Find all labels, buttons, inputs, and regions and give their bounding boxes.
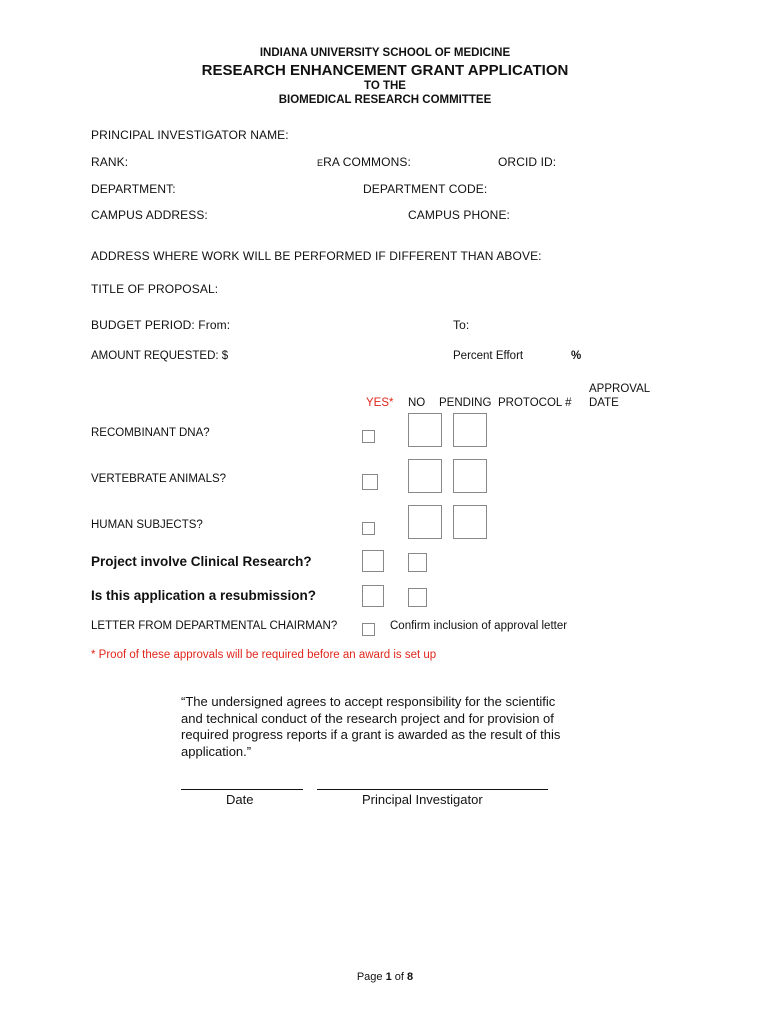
- budget-to-label: To:: [453, 318, 470, 332]
- to-the: TO THE: [364, 80, 406, 92]
- resubmission-no-box[interactable]: [408, 588, 427, 607]
- col-no: NO: [408, 397, 426, 409]
- row-vertebrate-animals: VERTEBRATE ANIMALS?: [91, 473, 227, 485]
- campus-address-label: CAMPUS ADDRESS:: [91, 208, 208, 222]
- school-name: INDIANA UNIVERSITY SCHOOL OF MEDICINE: [259, 47, 511, 59]
- department-label: DEPARTMENT:: [91, 182, 176, 196]
- page-of: of: [391, 971, 408, 983]
- page-number: [0, 971, 770, 983]
- page-total: 8: [407, 971, 414, 983]
- col-pending: PENDING: [439, 397, 492, 409]
- statement-line-3: required progress reports if a grant is awarded as the result of this: [181, 727, 561, 742]
- percent-effort-label: Percent Effort: [453, 350, 524, 362]
- animals-no-box[interactable]: [408, 459, 442, 493]
- dna-no-box[interactable]: [408, 413, 442, 447]
- confirm-letter-label: Confirm inclusion of approval letter: [390, 620, 568, 632]
- amount-requested-label: AMOUNT REQUESTED: $: [91, 350, 229, 362]
- dna-yes-checkbox[interactable]: [362, 430, 375, 443]
- approval-footnote: * Proof of these approvals will be required before an award is set up: [91, 649, 437, 661]
- statement-line-4: application.”: [181, 744, 252, 759]
- dna-pending-box[interactable]: [453, 413, 487, 447]
- col-approval: APPROVAL: [589, 383, 651, 395]
- committee-name: BIOMEDICAL RESEARCH COMMITTEE: [278, 94, 492, 106]
- pi-label: Principal Investigator: [362, 792, 483, 807]
- resubmission-yes-box[interactable]: [362, 585, 384, 607]
- human-pending-box[interactable]: [453, 505, 487, 539]
- row-resubmission: Is this application a resubmission?: [91, 588, 317, 603]
- pi-name-label: PRINCIPAL INVESTIGATOR NAME:: [91, 128, 289, 142]
- campus-phone-label: CAMPUS PHONE:: [408, 208, 510, 222]
- statement-line-2: and technical conduct of the research project and for provision of: [181, 711, 554, 726]
- animals-pending-box[interactable]: [453, 459, 487, 493]
- row-chairman-letter: LETTER FROM DEPARTMENTAL CHAIRMAN?: [91, 620, 338, 632]
- row-recombinant-dna: RECOMBINANT DNA?: [91, 427, 210, 439]
- col-yes: YES*: [366, 397, 394, 409]
- page-prefix: Page: [356, 971, 386, 983]
- clinical-yes-box[interactable]: [362, 550, 384, 572]
- human-yes-checkbox[interactable]: [362, 522, 375, 535]
- col-protocol: PROTOCOL #: [498, 397, 572, 409]
- pi-signature-line[interactable]: [317, 789, 548, 790]
- proposal-title-label: TITLE OF PROPOSAL:: [91, 282, 219, 296]
- percent-sign: %: [571, 350, 582, 362]
- date-label: Date: [226, 792, 254, 807]
- row-clinical-research: Project involve Clinical Research?: [91, 554, 312, 569]
- row-human-subjects: HUMAN SUBJECTS?: [91, 519, 203, 531]
- page-current: 1: [385, 971, 392, 983]
- era-rest: RA COMMONS:: [323, 155, 411, 169]
- animals-yes-checkbox[interactable]: [362, 474, 378, 490]
- budget-from-label: BUDGET PERIOD: From:: [91, 318, 231, 332]
- human-no-box[interactable]: [408, 505, 442, 539]
- col-date: DATE: [589, 397, 619, 409]
- rank-label: RANK:: [91, 155, 129, 169]
- letter-checkbox[interactable]: [362, 623, 375, 636]
- form-title: RESEARCH ENHANCEMENT GRANT APPLICATION: [201, 62, 569, 79]
- date-signature-line[interactable]: [181, 789, 303, 790]
- alt-address-label: ADDRESS WHERE WORK WILL BE PERFORMED IF DIFFERENT THAN ABOVE:: [91, 249, 542, 263]
- clinical-no-box[interactable]: [408, 553, 427, 572]
- department-code-label: DEPARTMENT CODE:: [363, 182, 488, 196]
- era-prefix: E: [317, 158, 324, 168]
- statement-line-1: “The undersigned agrees to accept responsibility for the scientific: [181, 694, 556, 709]
- era-commons-label: [317, 155, 411, 169]
- orcid-label: ORCID ID:: [498, 155, 557, 169]
